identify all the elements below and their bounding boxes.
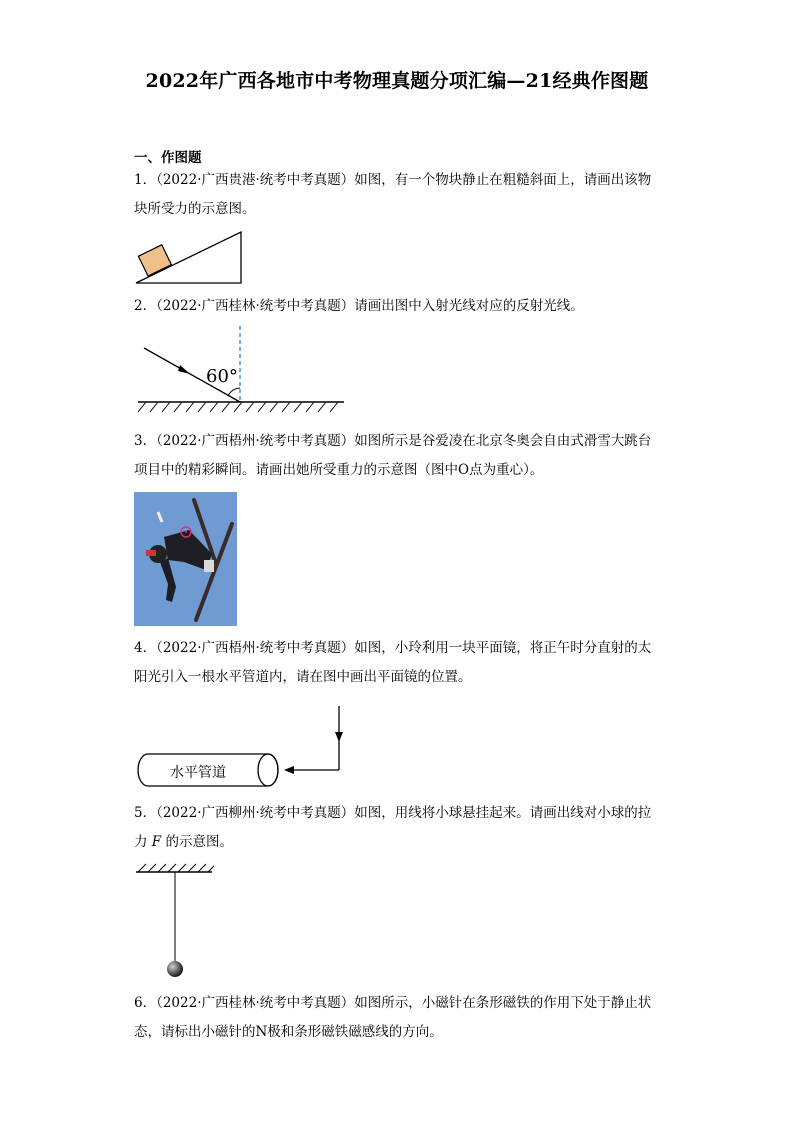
page-title: 2022年广西各地市中考物理真题分项汇编—21经典作图题 bbox=[145, 70, 649, 92]
skier-illustration bbox=[134, 492, 237, 626]
question-4 bbox=[134, 634, 664, 692]
down-arrow-icon bbox=[335, 732, 343, 742]
reflection-figure bbox=[134, 326, 349, 418]
angle-label: 60° bbox=[206, 366, 238, 387]
question-2-line1: 2．（2022·广西桂林·统考中考真题）请画出图中入射光线对应的反射光线。 bbox=[134, 298, 584, 314]
question-3-line2: 项目中的精彩瞬间。请画出她所受重力的示意图（图中O点为重心）。 bbox=[134, 462, 544, 478]
angle-arc bbox=[228, 388, 240, 396]
question-6 bbox=[134, 989, 664, 1047]
block bbox=[138, 245, 171, 276]
section-heading: 一、作图题 bbox=[134, 150, 202, 166]
ski-boot bbox=[204, 560, 214, 572]
question-1 bbox=[134, 166, 664, 224]
pipe-opening bbox=[258, 754, 278, 786]
question-2 bbox=[134, 292, 664, 321]
pipe-figure bbox=[134, 704, 349, 794]
force-variable: F bbox=[151, 834, 162, 850]
ray-arrow-icon bbox=[178, 365, 190, 374]
question-1-line2: 块所受力的示意图。 bbox=[134, 201, 256, 217]
ball bbox=[167, 961, 183, 977]
incline-figure bbox=[134, 228, 244, 286]
left-arrow-icon bbox=[284, 766, 294, 774]
question-1-line1: 1．（2022·广西贵港·统考中考真题）如图，有一个物块静止在粗糙斜面上，请画出该物 bbox=[134, 172, 652, 188]
pipe-label: 水平管道 bbox=[170, 765, 226, 781]
skier-photo bbox=[134, 492, 237, 626]
question-5-line2: 力 F 的示意图。 bbox=[134, 834, 233, 850]
question-4-line2: 阳光引入一根水平管道内，请在图中画出平面镜的位置。 bbox=[134, 669, 472, 685]
skier-goggles bbox=[146, 550, 156, 556]
question-5-line1: 5．（2022·广西柳州·统考中考真题）如图，用线将小球悬挂起来。请画出线对小球的拉 bbox=[134, 805, 652, 821]
question-3-line1: 3．（2022·广西梧州·统考中考真题）如图所示是谷爱凌在北京冬奥会自由式滑雪大跳台 bbox=[134, 433, 652, 449]
question-3 bbox=[134, 427, 664, 485]
question-4-line1: 4．（2022·广西梧州·统考中考真题）如图，小玲利用一块平面镜，将正午时分直射的太 bbox=[134, 640, 652, 656]
ceiling-hatching bbox=[138, 864, 214, 872]
question-6-line1: 6．（2022·广西桂林·统考中考真题）如图所示，小磁针在条形磁铁的作用下处于静止状 bbox=[134, 995, 652, 1011]
mirror-hatching bbox=[138, 402, 338, 412]
question-5 bbox=[134, 799, 664, 857]
pendulum-figure bbox=[134, 864, 219, 984]
question-6-line2: 态，请标出小磁针的N极和条形磁铁磁感线的方向。 bbox=[134, 1024, 443, 1040]
